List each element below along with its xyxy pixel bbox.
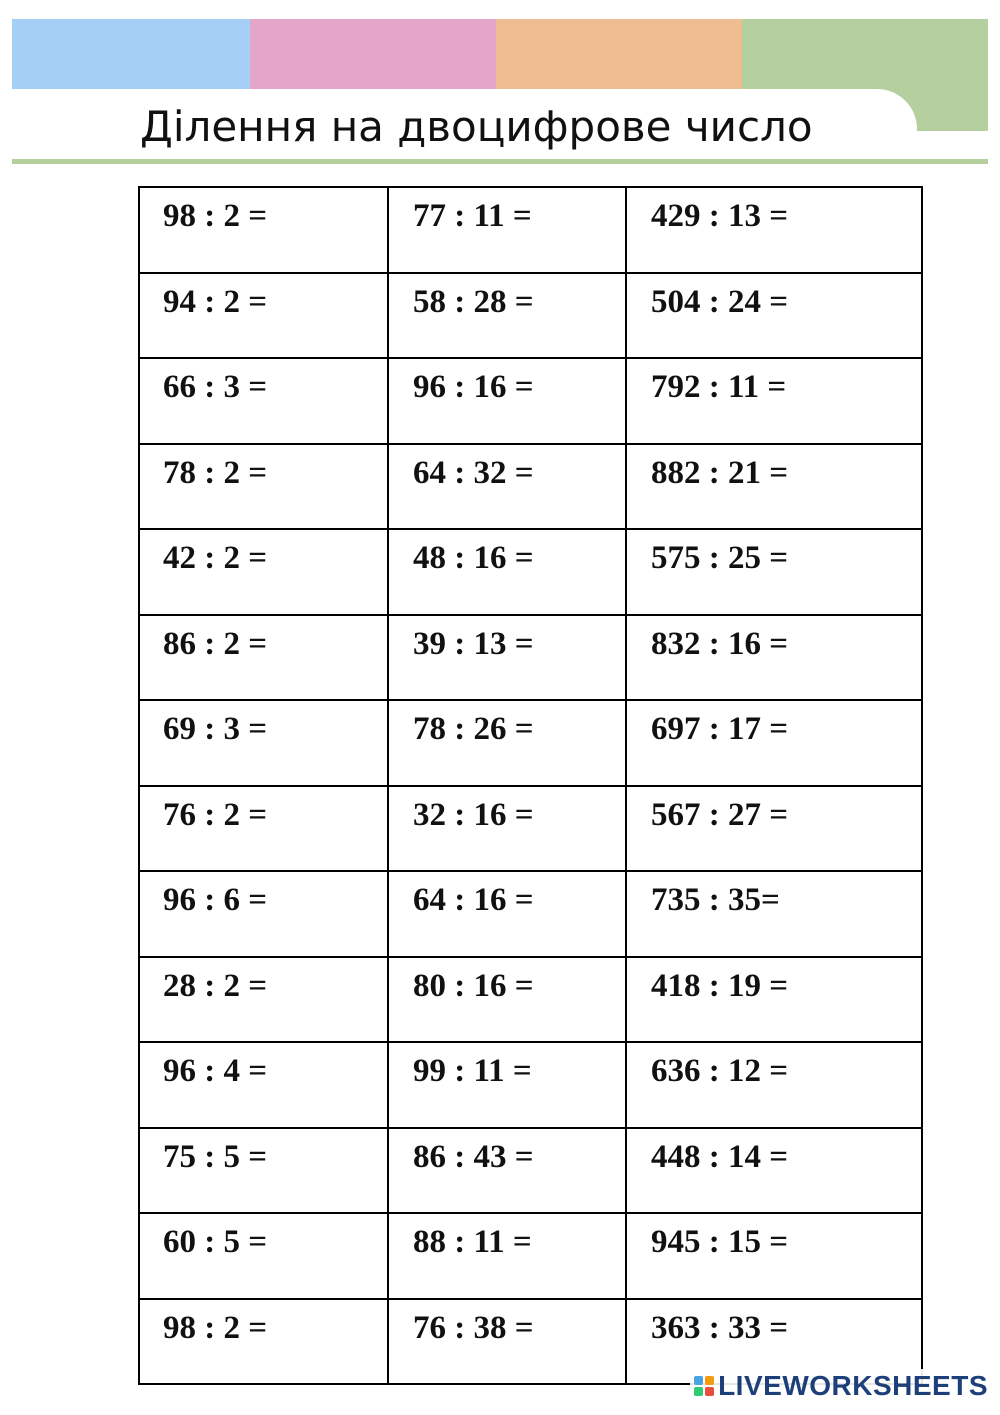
division-problem: 76 : 38 = — [413, 1309, 534, 1346]
problem-cell — [139, 957, 388, 1043]
problem-cell — [139, 273, 388, 359]
problem-cell — [388, 871, 626, 957]
problem-cell — [388, 1299, 626, 1385]
problem-cell — [626, 957, 922, 1043]
problem-cell — [626, 358, 922, 444]
logo-square — [694, 1376, 703, 1385]
table-row — [139, 444, 922, 530]
table-row — [139, 615, 922, 701]
header-stripe-pink — [250, 19, 496, 89]
division-problem: 88 : 11 = — [413, 1224, 532, 1260]
division-problem: 363 : 33 = — [651, 1309, 789, 1346]
division-problem: 735 : 35= — [651, 882, 780, 918]
division-problem: 86 : 43 = — [413, 1138, 534, 1175]
division-problem: 78 : 26 = — [413, 711, 534, 747]
division-problem: 42 : 2 = — [163, 540, 268, 576]
table-row — [139, 273, 922, 359]
division-problem: 64 : 32 = — [413, 454, 534, 491]
division-problem: 77 : 11 = — [413, 198, 532, 234]
page-title: Ділення на двоцифрове число — [140, 102, 813, 151]
problems-table-body — [139, 187, 922, 1384]
problem-cell — [626, 187, 922, 273]
table-row — [139, 358, 922, 444]
problem-cell — [139, 1128, 388, 1214]
division-problem: 792 : 11 = — [651, 369, 787, 405]
problem-cell — [139, 700, 388, 786]
problem-cell — [388, 615, 626, 701]
problem-cell — [388, 358, 626, 444]
table-row — [139, 529, 922, 615]
problem-cell — [626, 1042, 922, 1128]
header-stripe-blue — [12, 19, 250, 89]
division-problem: 76 : 2 = — [163, 796, 268, 833]
problem-cell — [626, 871, 922, 957]
problem-cell — [139, 358, 388, 444]
problem-cell — [388, 700, 626, 786]
division-problem: 58 : 28 = — [413, 283, 534, 320]
division-problem: 94 : 2 = — [163, 283, 268, 320]
title-underline — [12, 159, 988, 164]
problem-cell — [626, 700, 922, 786]
division-problem: 418 : 19 = — [651, 967, 789, 1004]
division-problems-table — [138, 186, 923, 1385]
division-problem: 575 : 25 = — [651, 540, 789, 576]
table-row — [139, 1042, 922, 1128]
problem-cell — [626, 529, 922, 615]
division-problem: 636 : 12 = — [651, 1053, 789, 1089]
problem-cell — [626, 615, 922, 701]
header-stripe-orange — [496, 19, 742, 89]
problem-cell — [139, 1299, 388, 1385]
problem-cell — [388, 529, 626, 615]
division-problem: 96 : 4 = — [163, 1053, 268, 1089]
logo-square — [694, 1387, 703, 1396]
table-row — [139, 1213, 922, 1299]
division-problem: 945 : 15 = — [651, 1224, 789, 1260]
table-row — [139, 187, 922, 273]
table-row — [139, 957, 922, 1043]
problem-cell — [139, 615, 388, 701]
division-problem: 96 : 16 = — [413, 369, 534, 405]
division-problem: 48 : 16 = — [413, 540, 534, 576]
problem-cell — [139, 444, 388, 530]
division-problem: 567 : 27 = — [651, 796, 789, 833]
problem-cell — [139, 871, 388, 957]
division-problem: 86 : 2 = — [163, 625, 268, 662]
liveworksheets-logo-icon — [694, 1376, 714, 1396]
problem-cell — [626, 786, 922, 872]
logo-square — [705, 1387, 714, 1396]
division-problem: 60 : 5 = — [163, 1224, 268, 1260]
division-problem: 75 : 5 = — [163, 1138, 268, 1175]
division-problem: 28 : 2 = — [163, 967, 268, 1004]
division-problem: 98 : 2 = — [163, 1309, 268, 1346]
problem-cell — [626, 444, 922, 530]
division-problem: 98 : 2 = — [163, 198, 268, 234]
problem-cell — [388, 1042, 626, 1128]
problem-cell — [388, 1128, 626, 1214]
problem-cell — [388, 957, 626, 1043]
table-row — [139, 1128, 922, 1214]
problem-cell — [139, 786, 388, 872]
problem-cell — [139, 187, 388, 273]
problem-cell — [626, 1213, 922, 1299]
division-problem: 504 : 24 = — [651, 283, 789, 320]
liveworksheets-watermark — [690, 1369, 988, 1403]
division-problem: 882 : 21 = — [651, 454, 789, 491]
division-problem: 78 : 2 = — [163, 454, 268, 491]
problem-cell — [139, 529, 388, 615]
division-problem: 429 : 13 = — [651, 198, 789, 234]
problem-cell — [388, 1213, 626, 1299]
division-problem: 448 : 14 = — [651, 1138, 789, 1175]
logo-square — [705, 1376, 714, 1385]
problem-cell — [388, 187, 626, 273]
division-problem: 697 : 17 = — [651, 711, 789, 747]
table-row — [139, 786, 922, 872]
problem-cell — [388, 273, 626, 359]
problem-cell — [626, 1128, 922, 1214]
table-row — [139, 871, 922, 957]
division-problem: 96 : 6 = — [163, 882, 268, 918]
problem-cell — [139, 1042, 388, 1128]
problem-cell — [388, 444, 626, 530]
division-problem: 69 : 3 = — [163, 711, 268, 747]
division-problem: 64 : 16 = — [413, 882, 534, 918]
division-problem: 32 : 16 = — [413, 796, 534, 833]
division-problem: 80 : 16 = — [413, 967, 534, 1004]
problem-cell — [626, 273, 922, 359]
problem-cell — [139, 1213, 388, 1299]
table-row — [139, 700, 922, 786]
problem-cell — [388, 786, 626, 872]
division-problem: 39 : 13 = — [413, 625, 534, 662]
division-problem: 832 : 16 = — [651, 625, 789, 662]
division-problem: 66 : 3 = — [163, 369, 268, 405]
watermark-text: LIVEWORKSHEETS — [718, 1370, 988, 1401]
division-problem: 99 : 11 = — [413, 1053, 532, 1089]
